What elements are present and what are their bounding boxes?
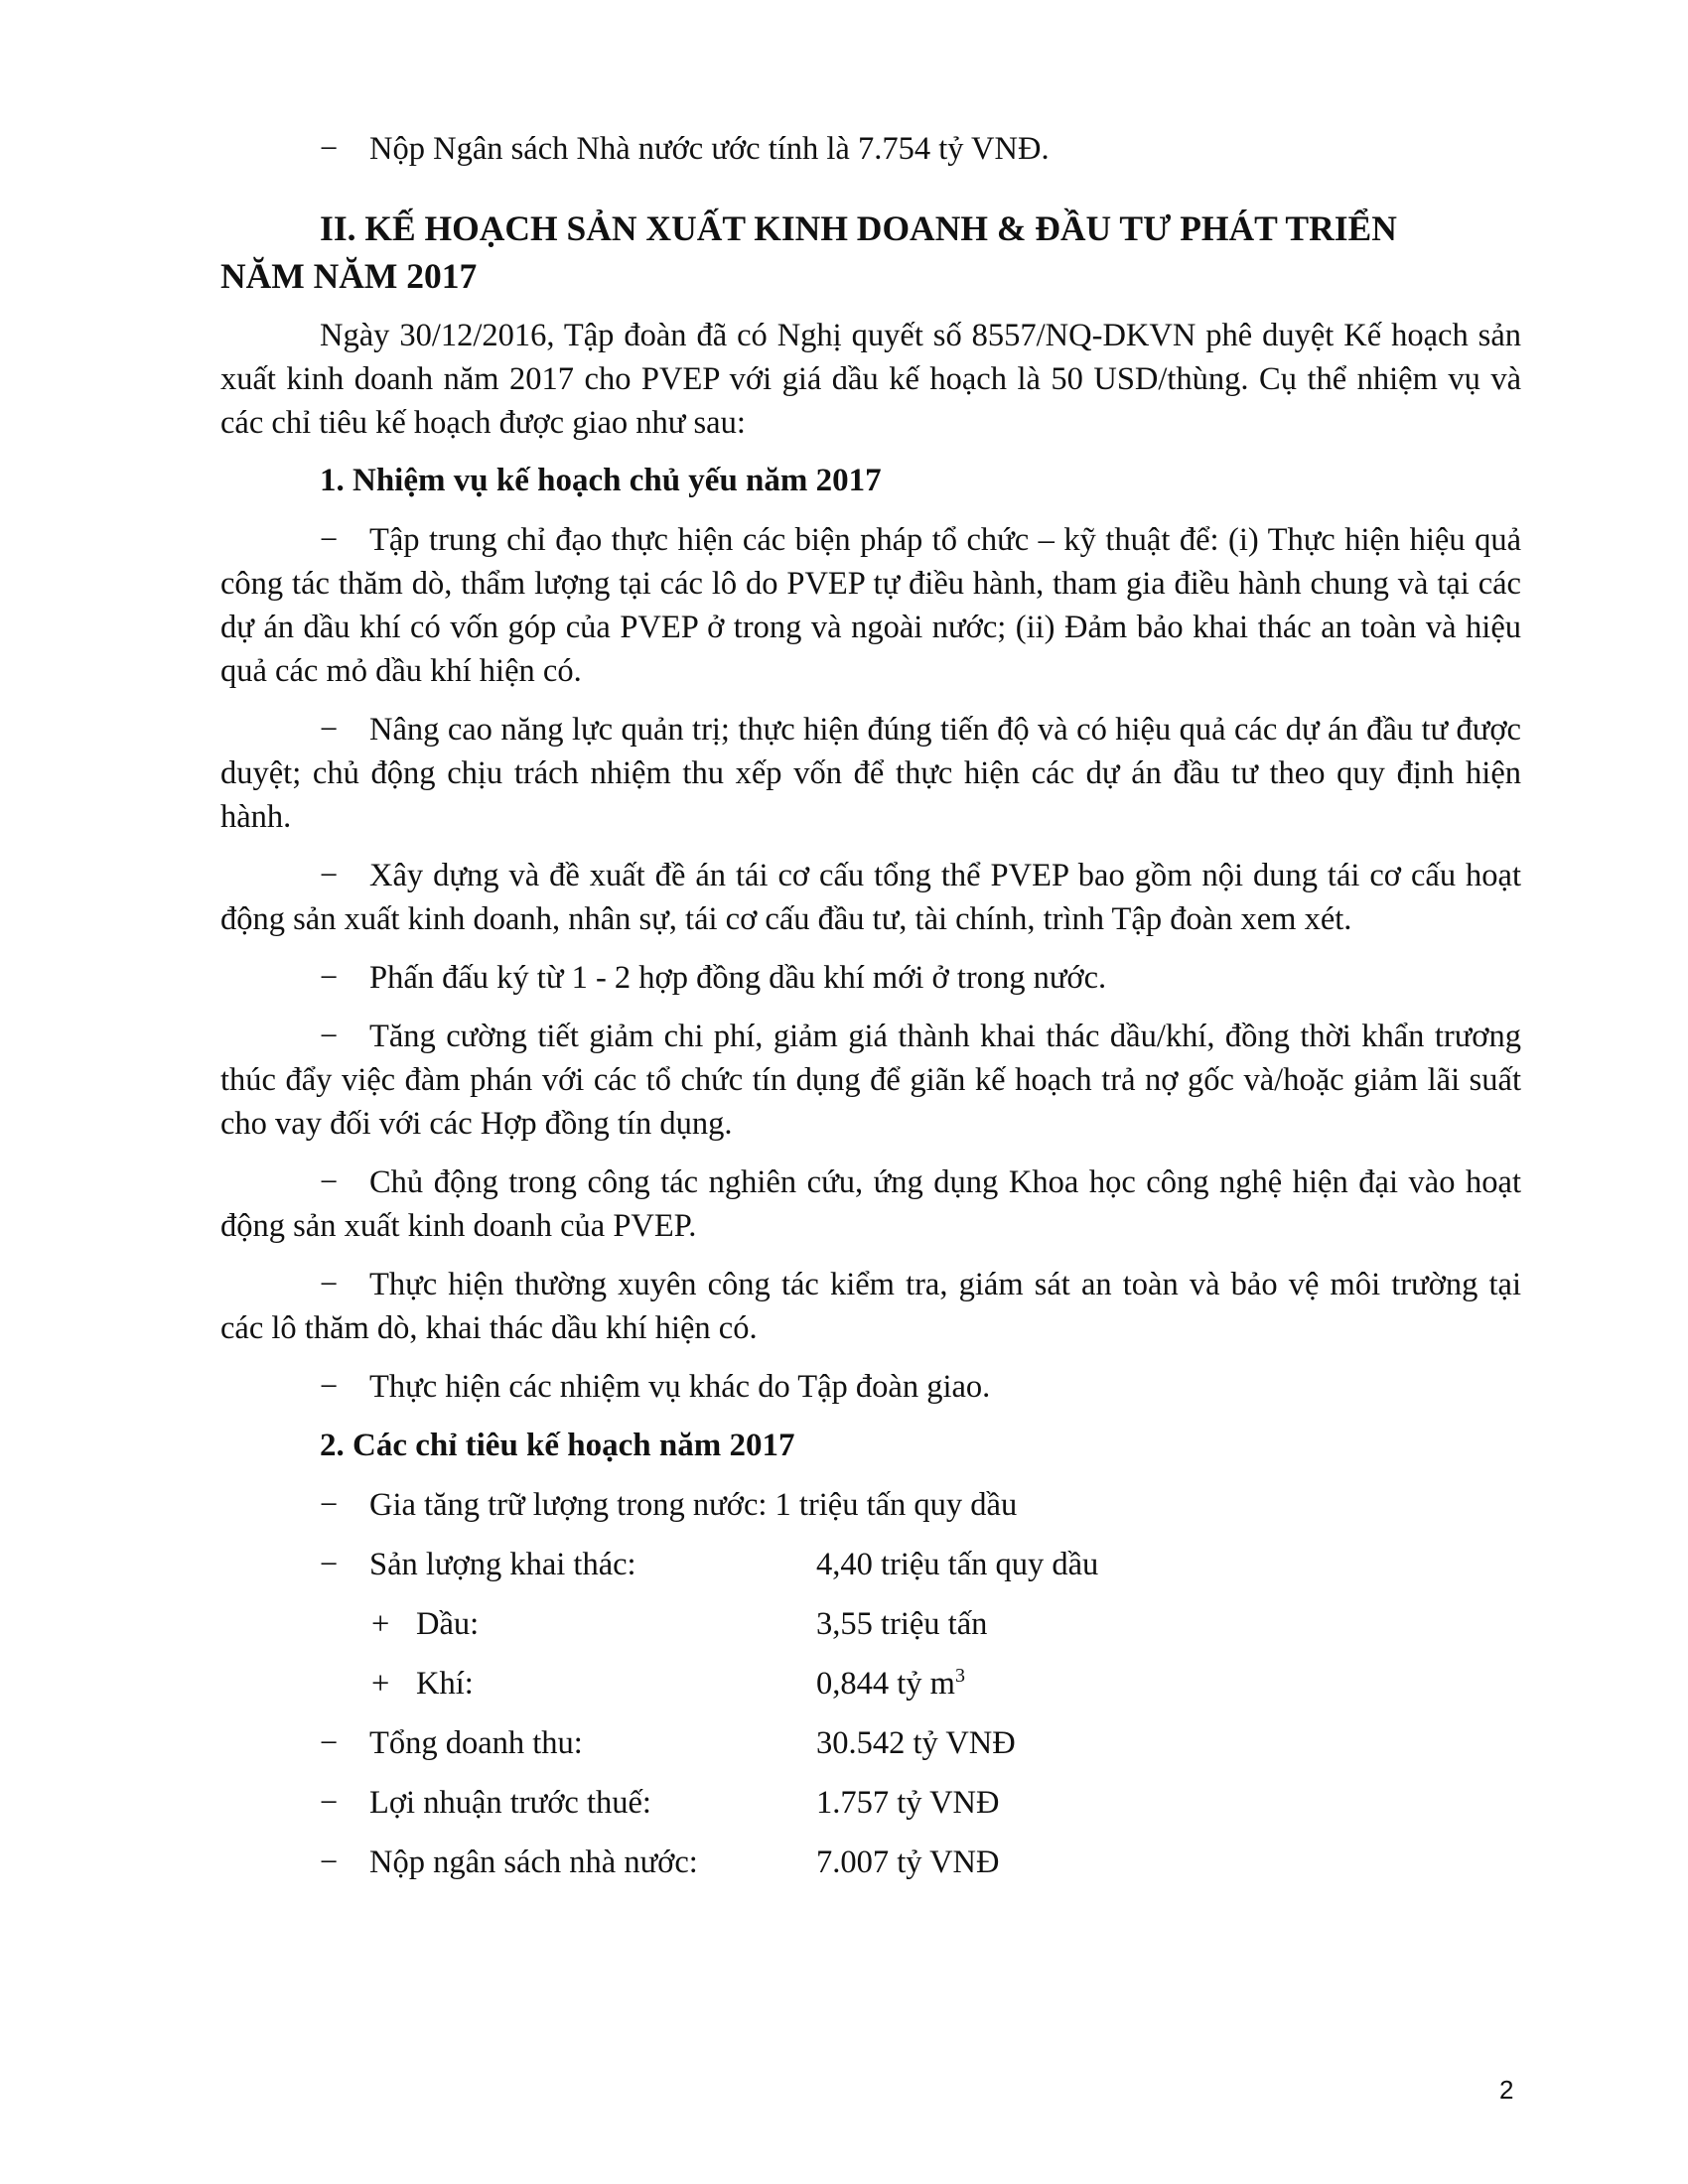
target-row-oil [220, 1602, 1521, 1662]
list-item [220, 708, 1521, 839]
dash-marker: − [320, 960, 339, 996]
target-value: 1.757 tỷ VNĐ [816, 1785, 1000, 1821]
section-heading [220, 205, 1521, 300]
row-marker: − [320, 1844, 339, 1880]
list-item-text: Tăng cường tiết giảm chi phí, giảm giá thành khai thác dầu/khí, đồng thời khẩn trương thúc đẩy việc đàm phán với các tổ chức tín dụng để giãn kế hoạch trả nợ gốc và/hoặc giảm lãi suất cho vay đối với các Hợp đồng tín dụng. [220, 1019, 1521, 1142]
list-item-text: Chủ động trong công tác nghiên cứu, ứng dụng Khoa học công nghệ hiện đại vào hoạt động sản xuất kinh doanh của PVEP. [220, 1164, 1521, 1244]
list-item-text: Tập trung chỉ đạo thực hiện các biện pháp tổ chức – kỹ thuật để: (i) Thực hiện hiệu quả công tác thăm dò, thẩm lượng tại các lô do PVEP tự điều hành, tham gia điều hành chung và tại các dự án dầu khí có vốn góp của PVEP ở trong và ngoài nước; (ii) Đảm bảo khai thác an toàn và hiệu quả các mỏ dầu khí hiện có. [220, 522, 1521, 689]
target-label: Khí: [416, 1666, 474, 1702]
list-item [220, 1365, 1521, 1409]
list-item-text: Nâng cao năng lực quản trị; thực hiện đúng tiến độ và có hiệu quả các dự án đầu tư được duyệt; chủ động chịu trách nhiệm thu xếp vốn để thực hiện các dự án đầu tư theo quy định hiện hành. [220, 712, 1521, 835]
dash-marker: − [320, 1267, 339, 1302]
target-value: 7.007 tỷ VNĐ [816, 1844, 1000, 1880]
dash-marker: − [320, 1369, 339, 1405]
target-value: 3,55 triệu tấn [816, 1606, 988, 1642]
unit-exponent: 3 [954, 1665, 965, 1688]
intro-bullet-text: Nộp Ngân sách Nhà nước ước tính là 7.754 tỷ VNĐ. [369, 131, 1050, 167]
target-value: 4,40 triệu tấn quy dầu [816, 1547, 1099, 1582]
section-heading-line1: II. KẾ HOẠCH SẢN XUẤT KINH DOANH & ĐẦU TƯ PHÁT TRIỂN [320, 208, 1397, 248]
row-marker: − [320, 1785, 339, 1821]
dash-marker: − [320, 712, 339, 748]
target-value: 30.542 tỷ VNĐ [816, 1725, 1016, 1761]
dash-marker: − [320, 1019, 339, 1054]
list-item [220, 518, 1521, 693]
page-number: 2 [1499, 2075, 1514, 2105]
reserves-text: Gia tăng trữ lượng trong nước: 1 triệu tấn quy dầu [369, 1487, 1018, 1523]
intro-bullet [220, 127, 1521, 171]
list-item-text: Xây dựng và đề xuất đề án tái cơ cấu tổng thể PVEP bao gồm nội dung tái cơ cấu hoạt động sản xuất kinh doanh, nhân sự, tái cơ cấu đầu tư, tài chính, trình Tập đoàn xem xét. [220, 858, 1521, 937]
dash-marker: − [320, 522, 339, 558]
document-page [220, 127, 1521, 1900]
list-item-text: Thực hiện thường xuyên công tác kiểm tra, giám sát an toàn và bảo vệ môi trường tại các lô thăm dò, khai thác dầu khí hiện có. [220, 1267, 1521, 1346]
plan-targets [220, 1483, 1521, 1900]
reserves-row [220, 1483, 1521, 1543]
target-row-production [220, 1543, 1521, 1602]
target-row-profit [220, 1781, 1521, 1841]
list-item-text: Phấn đấu ký từ 1 - 2 hợp đồng dầu khí mới ở trong nước. [369, 960, 1107, 996]
list-item [220, 1015, 1521, 1146]
target-label: Tổng doanh thu: [369, 1725, 583, 1761]
target-row-gas [220, 1662, 1521, 1721]
target-row-revenue [220, 1721, 1521, 1781]
list-item [220, 1263, 1521, 1350]
dash-marker: − [320, 1487, 339, 1523]
list-item [220, 1160, 1521, 1248]
subsection1-list [220, 518, 1521, 1409]
row-marker: − [320, 1547, 339, 1582]
target-value: 0,844 tỷ m [816, 1666, 955, 1702]
row-marker: − [320, 1725, 339, 1761]
target-label: Sản lượng khai thác: [369, 1547, 636, 1582]
subsection2-title: 2. Các chỉ tiêu kế hoạch năm 2017 [320, 1428, 795, 1463]
subsection1-title: 1. Nhiệm vụ kế hoạch chủ yếu năm 2017 [320, 463, 882, 498]
target-row-budget [220, 1841, 1521, 1900]
section-heading-line2: NĂM NĂM 2017 [220, 256, 478, 296]
list-item [220, 854, 1521, 941]
dash-marker: − [320, 131, 339, 167]
list-item [220, 956, 1521, 1000]
list-item-text: Thực hiện các nhiệm vụ khác do Tập đoàn giao. [369, 1369, 991, 1405]
target-label: Lợi nhuận trước thuế: [369, 1785, 651, 1821]
row-marker: + [371, 1666, 390, 1702]
target-value-with-unit [816, 1662, 965, 1706]
target-label: Dầu: [416, 1606, 480, 1642]
target-label: Nộp ngân sách nhà nước: [369, 1844, 698, 1880]
row-marker: + [371, 1606, 390, 1642]
dash-marker: − [320, 1164, 339, 1200]
intro-paragraph: Ngày 30/12/2016, Tập đoàn đã có Nghị quyết số 8557/NQ-DKVN phê duyệt Kế hoạch sản xuất kinh doanh năm 2017 cho PVEP với giá dầu kế hoạch là 50 USD/thùng. Cụ thể nhiệm vụ và các chỉ tiêu kế hoạch được giao như sau: [220, 318, 1521, 441]
dash-marker: − [320, 858, 339, 893]
